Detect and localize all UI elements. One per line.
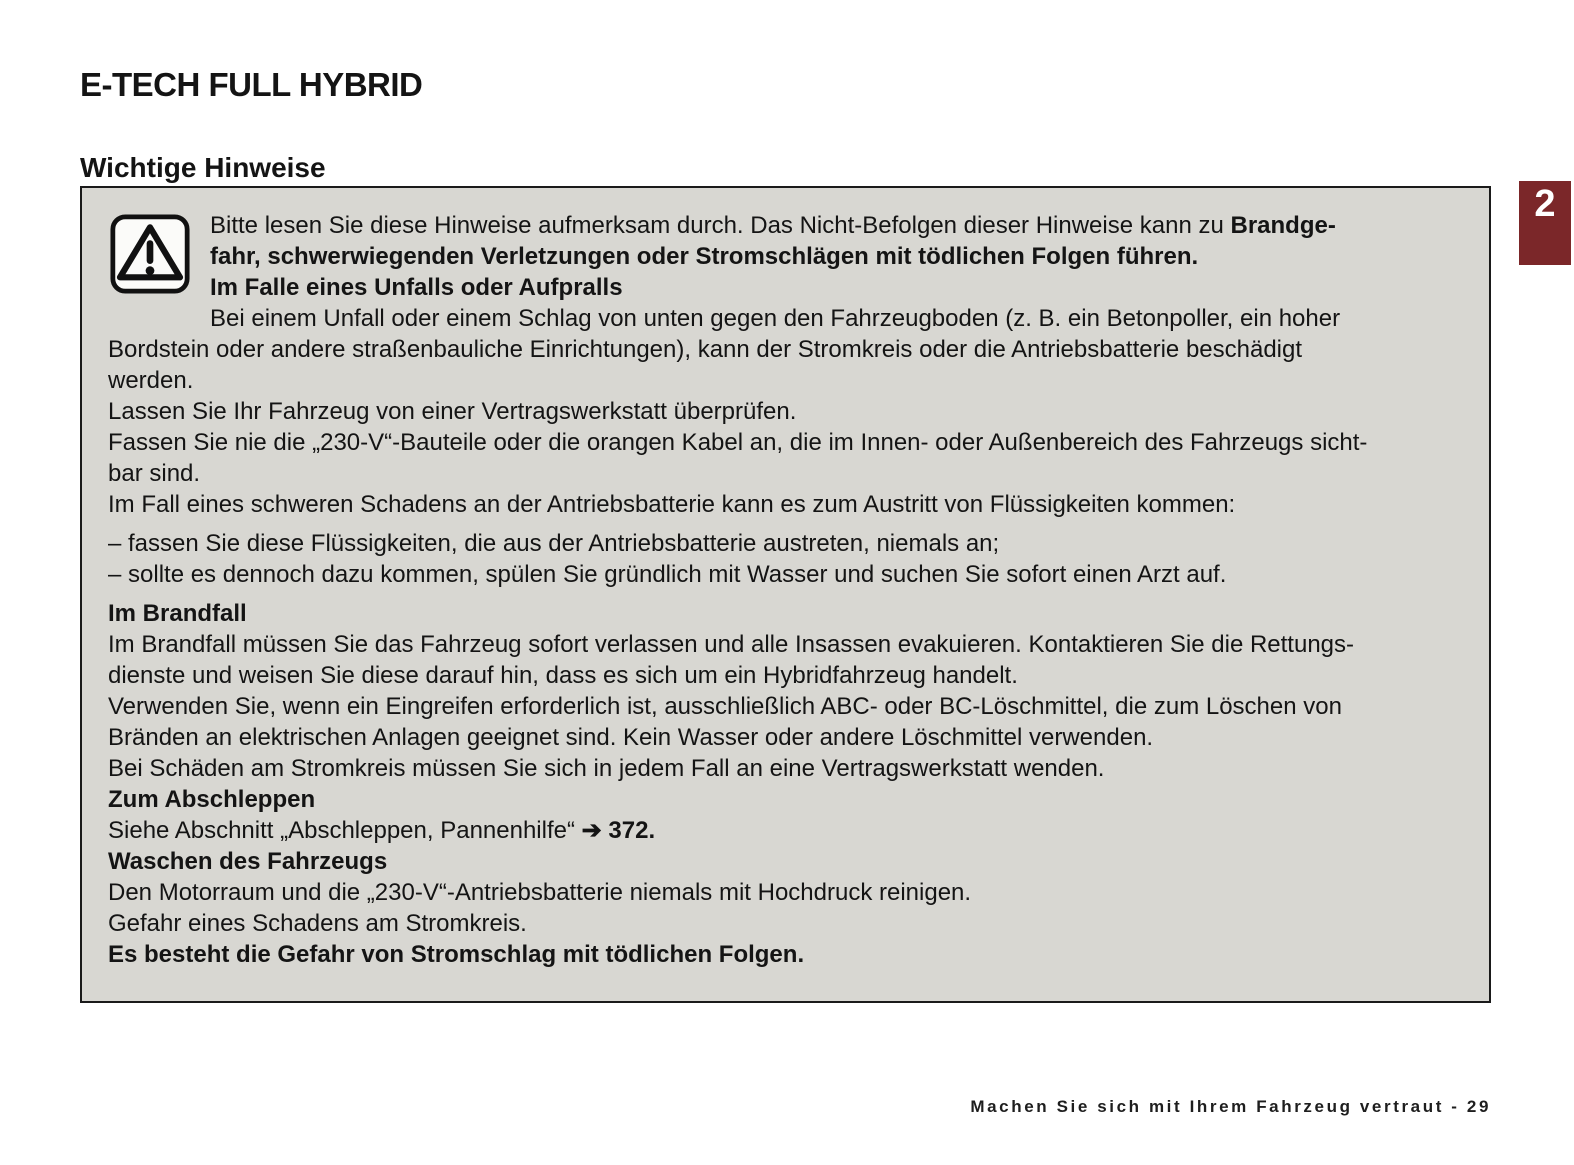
text-segment: werden. — [108, 367, 194, 394]
page-footer: Machen Sie sich mit Ihrem Fahrzeug vertraut - 29 — [970, 1097, 1491, 1116]
text-segment: Bränden an elektrischen Anlagen geeignet sind. Kein Wasser oder andere Löschmittel verwenden. — [108, 724, 1154, 751]
text-segment: Bei einem Unfall oder einem Schlag von unten gegen den Fahrzeugboden (z. B. ein Betonpoller, ein hoher — [210, 305, 1341, 332]
text-segment: fahr, schwerwiegenden Verletzungen oder Stromschlägen mit tödlichen Folgen führen. — [210, 243, 1199, 270]
text-line — [108, 528, 1463, 559]
warning-triangle-icon — [110, 214, 190, 294]
text-segment: Im Brandfall — [108, 600, 247, 627]
chapter-number-tab: 2 — [1519, 181, 1571, 265]
page-title: E-TECH FULL HYBRID — [80, 66, 423, 104]
text-segment: Bei Schäden am Stromkreis müssen Sie sich in jedem Fall an eine Vertragswerkstatt wenden. — [108, 755, 1105, 782]
text-segment: bar sind. — [108, 460, 201, 487]
text-segment: Bitte lesen Sie diese Hinweise aufmerksam durch. Das Nicht-Befolgen dieser Hinweise kann zu — [210, 212, 1231, 239]
text-line — [108, 877, 1463, 908]
text-line — [108, 660, 1463, 691]
text-segment: Fassen Sie nie die „230-V“-Bauteile oder die orangen Kabel an, die im Innen- oder Außenbereich des Fahrzeugs sicht- — [108, 429, 1368, 456]
text-segment: Siehe Abschnitt „Abschleppen, Pannenhilfe“ — [108, 817, 582, 844]
text-line — [108, 365, 1463, 396]
text-line — [210, 303, 1463, 334]
text-segment: ➔ 372. — [581, 817, 656, 844]
text-line — [108, 458, 1463, 489]
text-segment: Brandge- — [1230, 212, 1336, 239]
text-segment: – fassen Sie diese Flüssigkeiten, die aus der Antriebsbatterie austreten, niemals an; — [108, 530, 1000, 557]
text-line — [108, 846, 1463, 877]
warning-notice-box — [80, 186, 1491, 1003]
text-segment: Lassen Sie Ihr Fahrzeug von einer Vertragswerkstatt überprüfen. — [108, 398, 797, 425]
text-segment: Im Falle eines Unfalls oder Aufpralls — [210, 274, 623, 301]
text-line — [108, 753, 1463, 784]
text-line — [108, 427, 1463, 458]
text-line — [108, 629, 1463, 660]
text-segment: Im Brandfall müssen Sie das Fahrzeug sofort verlassen und alle Insassen evakuieren. Kontaktieren Sie die Rettungs- — [108, 631, 1355, 658]
text-line — [108, 598, 1463, 629]
text-line — [108, 559, 1463, 590]
text-line — [108, 396, 1463, 427]
text-segment: – sollte es dennoch dazu kommen, spülen Sie gründlich mit Wasser und suchen Sie sofort einen Arzt auf. — [108, 561, 1227, 588]
text-line — [108, 334, 1463, 365]
text-segment: Gefahr eines Schadens am Stromkreis. — [108, 910, 527, 937]
text-segment: Bordstein oder andere straßenbauliche Einrichtungen), kann der Stromkreis oder die Antriebsbatterie beschädigt — [108, 336, 1303, 363]
text-line — [108, 908, 1463, 939]
text-line — [108, 815, 1463, 846]
text-line — [108, 784, 1463, 815]
text-segment: Zum Abschleppen — [108, 786, 316, 813]
text-line — [210, 210, 1463, 241]
text-line — [210, 241, 1463, 272]
text-line — [108, 489, 1463, 520]
text-line — [108, 691, 1463, 722]
text-segment: dienste und weisen Sie diese darauf hin, dass es sich um ein Hybridfahrzeug handelt. — [108, 662, 1018, 689]
text-segment: Waschen des Fahrzeugs — [108, 848, 388, 875]
warning-text-block — [108, 210, 1463, 970]
text-segment: Verwenden Sie, wenn ein Eingreifen erforderlich ist, ausschließlich ABC- oder BC-Löschmittel, die zum Löschen von — [108, 693, 1342, 720]
text-segment: Den Motorraum und die „230-V“-Antriebsbatterie niemals mit Hochdruck reinigen. — [108, 879, 972, 906]
text-line — [210, 272, 1463, 303]
section-subtitle: Wichtige Hinweise — [80, 152, 326, 184]
text-line — [108, 939, 1463, 970]
text-line — [108, 722, 1463, 753]
text-segment: Im Fall eines schweren Schadens an der Antriebsbatterie kann es zum Austritt von Flüssigkeiten kommen: — [108, 491, 1236, 518]
text-segment: Es besteht die Gefahr von Stromschlag mit tödlichen Folgen. — [108, 941, 805, 968]
